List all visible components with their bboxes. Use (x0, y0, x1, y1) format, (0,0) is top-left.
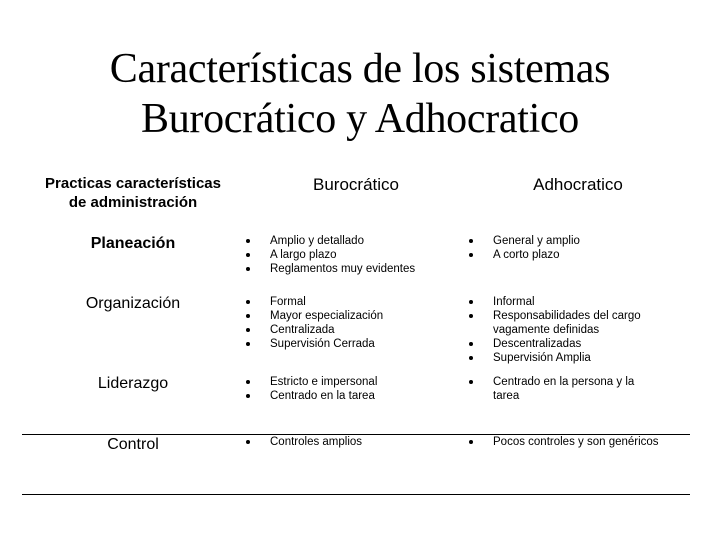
list-item: Controles amplios (246, 435, 362, 449)
table-divider-bottom (22, 494, 690, 495)
list-item: A corto plazo (469, 248, 580, 262)
slide-title (0, 44, 720, 144)
list-item-continuation: vagamente definidas (493, 324, 600, 336)
list-item: Pocos controles y son genéricos (469, 435, 659, 449)
title-line-2: Burocrático y Adhocratico (140, 96, 579, 142)
control-burocratico-list (246, 435, 362, 449)
title-line-1: Características de los sistemas (109, 46, 611, 92)
control-adhocratico-list (469, 435, 659, 449)
organizacion-burocratico-list (246, 295, 383, 351)
list-item (469, 375, 634, 403)
row-label-organizacion: Organización (85, 295, 181, 312)
list-item: A largo plazo (246, 248, 415, 262)
list-item: Descentralizadas (469, 337, 641, 351)
list-item: Centralizada (246, 323, 383, 337)
list-item: Supervisión Amplia (469, 351, 641, 365)
planeacion-adhocratico-list (469, 234, 580, 262)
list-item: Reglamentos muy evidentes (246, 262, 415, 276)
header-practicas (22, 174, 244, 212)
list-item: Mayor especialización (246, 309, 383, 323)
row-label-control: Control (107, 436, 159, 453)
list-item-text: Responsabilidades del cargo (493, 310, 641, 322)
header-practicas-line-2: de administración (68, 194, 198, 211)
list-item (469, 309, 641, 337)
organizacion-adhocratico-list (469, 295, 641, 365)
header-adhocratico: Adhocratico (533, 175, 623, 194)
list-item: Centrado en la tarea (246, 389, 377, 403)
header-burocratico: Burocrático (313, 175, 399, 194)
header-practicas-line-1: Practicas características (45, 175, 221, 192)
row-label-liderazgo: Liderazgo (97, 375, 169, 392)
row-label-planeacion: Planeación (90, 235, 176, 252)
list-item: Estricto e impersonal (246, 375, 377, 389)
list-item: Informal (469, 295, 641, 309)
list-item: General y amplio (469, 234, 580, 248)
liderazgo-adhocratico-list (469, 375, 634, 403)
list-item-continuation: tarea (493, 390, 520, 402)
planeacion-burocratico-list (246, 234, 415, 276)
liderazgo-burocratico-list (246, 375, 377, 403)
list-item: Formal (246, 295, 383, 309)
list-item: Supervisión Cerrada (246, 337, 383, 351)
list-item-text: Centrado en la persona y la (493, 376, 635, 388)
list-item: Amplio y detallado (246, 234, 415, 248)
